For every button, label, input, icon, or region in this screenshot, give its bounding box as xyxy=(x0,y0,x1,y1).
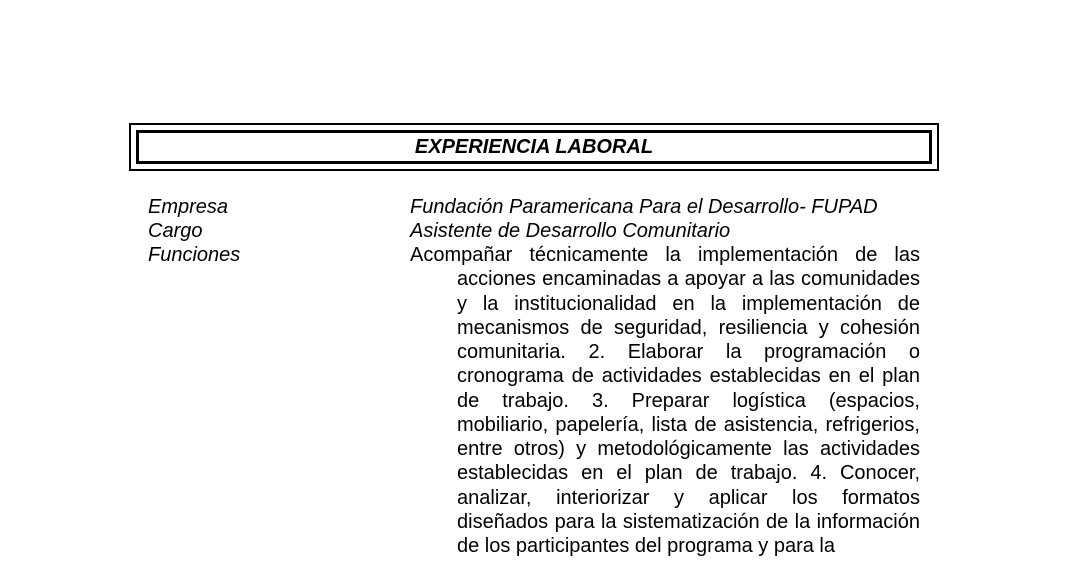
company-value: Fundación Paramericana Para el Desarrollo- FUPAD xyxy=(410,196,878,218)
section-header-inner-border xyxy=(136,130,932,164)
section-header-box xyxy=(129,123,939,171)
position-value: Asistente de Desarrollo Comunitario xyxy=(410,220,731,242)
functions-label: Funciones xyxy=(148,244,241,266)
position-label: Cargo xyxy=(148,220,203,242)
functions-text: Acompañar técnicamente la implementación de las acciones encaminadas a apoyar a las comunidades y la institucionalidad en la implementación de mecanismos de seguridad, resiliencia y cohesión comunitaria. 2. Elaborar la programación o cronograma de actividades establecidas en el plan de trabajo. 3. Preparar logística (espacios, mobiliario, papelería, lista de asistencia, refrigerios, entre otros) y metodológicamente las actividades establecidas en el plan de trabajo. 4. Conocer, analizar, interiorizar y aplicar los formatos diseñados para la sistematización de la información de los participantes del programa y para la xyxy=(410,244,920,557)
company-label: Empresa xyxy=(148,196,229,218)
section-title: EXPERIENCIA LABORAL xyxy=(414,136,654,158)
